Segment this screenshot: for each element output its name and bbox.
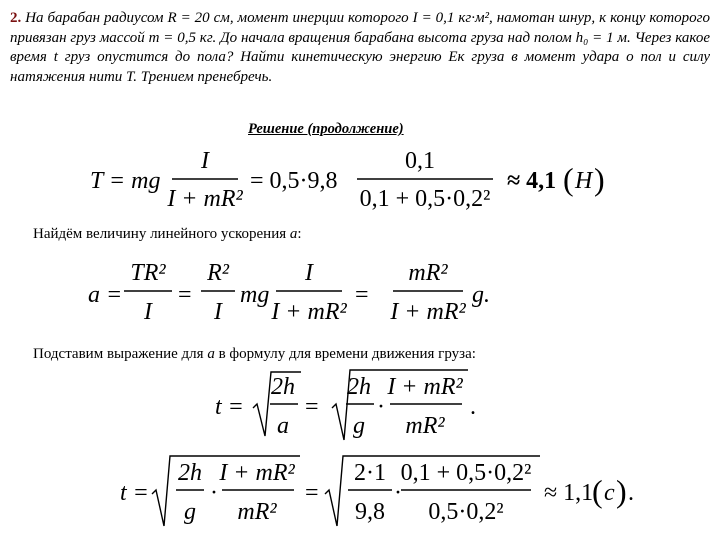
accel-f4-num: mR² bbox=[408, 260, 448, 286]
problem-text: На барабан радиусом R = 20 см, момент инерции которого I = 0,1 кг·м², намотан шнур, к концу которого привязан груз массой m = 0,5 кг. До начала вращения барабана высота груза над полом h₀ = 1 м. Через какое время t груз опустится до пола? Найти кинетическую энергию Eк груза в момент удара о пол и силу натяжения нити T. Трением пренебречь. bbox=[10, 10, 710, 85]
problem-number: 2. bbox=[10, 10, 22, 26]
timenum-paren-left: ( bbox=[592, 473, 603, 509]
accel-tail: g. bbox=[472, 282, 490, 308]
timenum-r2a-num: 2·1 bbox=[354, 460, 386, 486]
time-r2a-den: g bbox=[353, 413, 365, 439]
accel-f2-num: R² bbox=[207, 260, 229, 286]
time-r1-den: a bbox=[277, 413, 289, 439]
time-dot: · bbox=[377, 394, 385, 420]
accel-f1-num: TR² bbox=[130, 260, 166, 286]
tension-lhs: T = mg bbox=[90, 168, 161, 194]
tension-unit: H bbox=[575, 168, 593, 194]
timenum-r2a-den: 9,8 bbox=[355, 499, 385, 525]
tension-frac2-den: 0,1 + 0,5·0,2² bbox=[359, 186, 491, 212]
timenum-dot2: · bbox=[394, 480, 402, 506]
solution-heading: Решение (продолжение) bbox=[248, 121, 404, 137]
time-r2b-num: I + mR² bbox=[387, 374, 463, 400]
timenum-tail: . bbox=[628, 480, 634, 506]
time-eq: = bbox=[305, 394, 319, 420]
tension-frac1-den: I + mR² bbox=[167, 186, 243, 212]
time-r2a-num: 2h bbox=[347, 374, 371, 400]
formula-tension bbox=[0, 148, 720, 214]
timenum-r1b-num: I + mR² bbox=[219, 460, 295, 486]
accel-f4-den: I + mR² bbox=[390, 299, 466, 325]
timenum-r1a-num: 2h bbox=[178, 460, 202, 486]
accel-f2-den: I bbox=[214, 299, 222, 325]
accel-f1-den: I bbox=[144, 299, 152, 325]
timenum-r1b-den: mR² bbox=[237, 499, 277, 525]
tension-result: ≈ 4,1 bbox=[507, 168, 557, 194]
timenum-result: ≈ 1,1 bbox=[544, 480, 594, 506]
timenum-r2b-den: 0,5·0,2² bbox=[428, 499, 504, 525]
formula-time-general bbox=[0, 366, 720, 446]
text-acceleration: Найдём величину линейного ускорения a: bbox=[33, 226, 302, 242]
time-tail: . bbox=[470, 394, 476, 420]
tension-frac2-num: 0,1 bbox=[405, 148, 435, 174]
accel-f3-num: I bbox=[305, 260, 313, 286]
accel-mg: mg bbox=[240, 282, 270, 308]
accel-lhs: a = bbox=[88, 282, 123, 308]
formula-time-numeric bbox=[0, 452, 720, 534]
timenum-r1a-den: g bbox=[184, 499, 196, 525]
text-substitute: Подставим выражение для a в формулу для времени движения груза: bbox=[33, 346, 476, 362]
timenum-unit: c bbox=[604, 480, 615, 506]
accel-eq1: = bbox=[178, 282, 192, 308]
timenum-eq: = bbox=[305, 480, 319, 506]
tension-paren-left: ( bbox=[563, 161, 574, 197]
time-r1-num: 2h bbox=[271, 374, 295, 400]
timenum-paren-right: ) bbox=[616, 473, 627, 509]
time-r2b-den: mR² bbox=[405, 413, 445, 439]
tension-paren-right: ) bbox=[594, 161, 605, 197]
var-a: a bbox=[289, 226, 298, 242]
formula-acceleration bbox=[0, 256, 720, 328]
tension-frac1-num: I bbox=[201, 148, 209, 174]
timenum-dot1: · bbox=[210, 480, 218, 506]
timenum-r2b-num: 0,1 + 0,5·0,2² bbox=[400, 460, 532, 486]
problem-statement bbox=[10, 9, 710, 87]
tension-eq-values: = 0,5·9,8 bbox=[250, 168, 338, 194]
time-lhs: t = bbox=[215, 394, 244, 420]
var-a-2: a bbox=[207, 346, 215, 362]
accel-f3-den: I + mR² bbox=[271, 299, 347, 325]
accel-eq2: = bbox=[355, 282, 369, 308]
timenum-lhs: t = bbox=[120, 480, 149, 506]
